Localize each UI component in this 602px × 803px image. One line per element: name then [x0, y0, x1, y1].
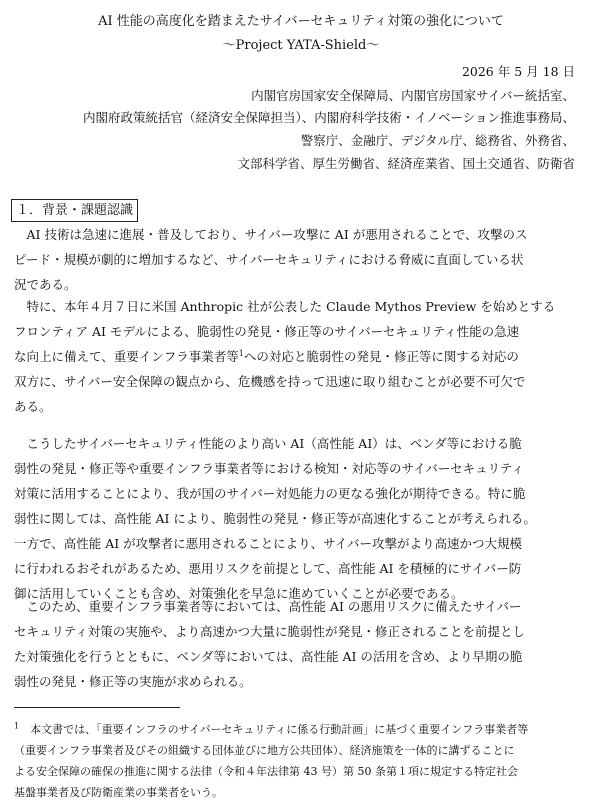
paragraph — [14, 594, 576, 694]
agency-line: 内閣官房国家安全保障局、内閣官房国家サイバー統括室、 — [251, 88, 575, 103]
paragraph — [14, 294, 576, 419]
section-heading: １．背景・課題認識 — [11, 199, 138, 222]
paragraph-line: ある。 — [14, 399, 52, 414]
paragraph-line: AI 技術は急速に進展・普及しており、サイバー攻撃に AI が悪用されることで、攻撃のス — [14, 227, 528, 242]
paragraph-line: 弱性の発見・修正等や重要インフラ事業者等における検知・対応等のサイバーセキュリティ — [14, 461, 524, 476]
footnote-mark: 1 — [14, 721, 20, 731]
footnote — [14, 719, 584, 803]
document-date: 2026 年 5 月 18 日 — [461, 64, 575, 79]
paragraph-line: 対策に活用することにより、我が国のサイバー対処能力の更なる強化が期待できる。特に脆 — [14, 486, 526, 501]
paragraph-line: セキュリティ対策の実施や、より高速かつ大量に脆弱性が発見・修正されることを前提とし — [14, 624, 526, 639]
paragraph — [14, 222, 576, 297]
paragraph-line: ピード・規模が劇的に増加するなど、サイバーセキュリティにおける脅威に直面している状 — [14, 252, 524, 267]
document-title: AI 性能の高度化を踏まえたサイバーセキュリティ対策の強化について — [98, 14, 504, 29]
footnote-text: 本文書では、「重要インフラのサイバーセキュリティに係る行動計画」に基づく重要インフラ事業者等 — [19, 723, 529, 736]
paragraph-line — [14, 344, 576, 369]
document-subtitle: ～Project YATA-Shield～ — [222, 38, 380, 53]
paragraph-line: た対策強化を行うとともに、ベンダ等においては、高性能 AI の活用を含め、より早期の脆 — [14, 649, 523, 664]
paragraph-line: フロンティア AI モデルによる、脆弱性の発見・修正等のサイバーセキュリティ性能の急速 — [14, 324, 520, 339]
footnote-line — [14, 719, 584, 740]
paragraph-line: こうしたサイバーセキュリティ性能のより高い AI（高性能 AI）は、ベンダ等における脆 — [14, 436, 522, 451]
paragraph-line: 御に活用していくことも含め、対策強化を早急に進めていくことが必要である。 — [14, 586, 464, 601]
paragraph-line: 弱性に関しては、高性能 AI により、脆弱性の発見・修正等が高速化することが考えられる。 — [14, 511, 536, 526]
footnote-divider — [14, 707, 180, 708]
agency-line: 文部科学省、厚生労働省、経済産業省、国土交通省、防衛省 — [237, 156, 575, 171]
footnote-line: よる安全保障の確保の推進に関する法律（令和４年法律第 43 号）第 50 条第１項に規定する特定社会 — [14, 765, 518, 778]
agency-line: 内閣府政策統括官（経済安全保障担当）、内閣府科学技術・イノベーション推進事務局、 — [82, 110, 575, 125]
paragraph-line: に行われるおそれがあるため、悪用リスクを前提として、高性能 AI を積極的にサイバー防 — [14, 561, 522, 576]
paragraph-line: 一方で、高性能 AI が攻撃者に悪用されることにより、サイバー攻撃がより高速かつ大規模 — [14, 536, 523, 551]
footnote-reference[interactable]: 1 — [238, 348, 244, 358]
paragraph-line: 特に、本年４月７日に米国 Anthropic 社が公表した Claude Mythos Preview を始めとする — [14, 299, 556, 314]
paragraph-line-text: への対応と脆弱性の発見・修正等に関する対応の — [243, 349, 519, 364]
footnote-line: （重要インフラ事業者及びその組織する団体並びに地方公共団体）、経済施策を一体的に講ずることに — [14, 744, 515, 757]
paragraph-line: 双方に、サイバー安全保障の観点から、危機感を持って迅速に取り組むことが必要不可欠で — [14, 374, 526, 389]
paragraph-line: このため、重要インフラ事業者等においては、高性能 AI の悪用リスクに備えたサイバー — [14, 599, 522, 614]
paragraph-line: 弱性の発見・修正等の実施が求められる。 — [14, 674, 252, 689]
agency-line: 警察庁、金融庁、デジタル庁、総務省、外務省、 — [300, 133, 575, 148]
paragraph — [14, 431, 576, 606]
footnote-line: 基盤事業者及び防衛産業の事業者をいう。 — [14, 786, 223, 799]
paragraph-line: 況である。 — [14, 277, 77, 292]
paragraph-line-text: な向上に備えて、重要インフラ事業者等 — [14, 349, 239, 364]
